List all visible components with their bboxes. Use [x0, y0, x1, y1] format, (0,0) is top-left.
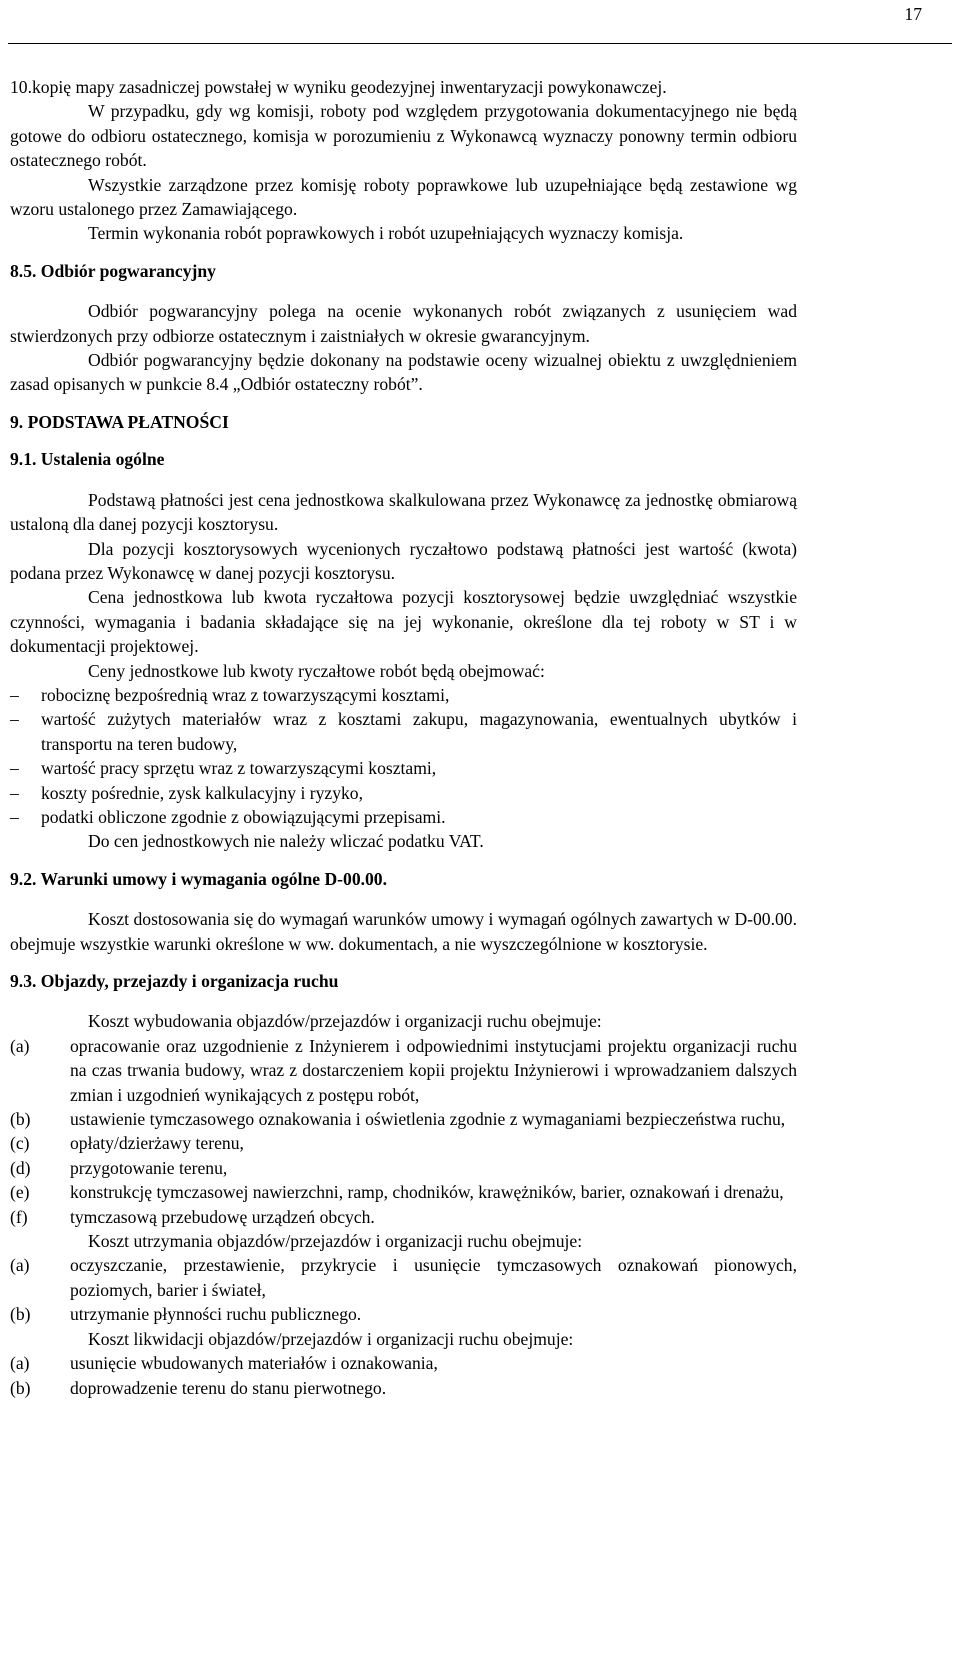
- list-item: (a) opracowanie oraz uzgodnienie z Inżynierem i odpowiednimi instytucjami projektu organizacji ruchu na czas trwania budowy, wraz z dostarczeniem kopii projektu Inżynierowi i wprowadzaniem dalszych zmian i uzgodnień wynikających z postępu robót,: [10, 1035, 797, 1105]
- page-number: 17: [904, 4, 922, 24]
- paragraph: Odbiór pogwarancyjny będzie dokonany na podstawie oceny wizualnej obiektu z uwzględnieniem zasad opisanych w punkcie 8.4 „Odbiór ostateczny robót”.: [10, 350, 797, 395]
- paragraph: Odbiór pogwarancyjny polega na ocenie wykonanych robót związanych z usunięciem wad stwierdzonych przy odbiorze ostatecznym i zaistniałych w okresie gwarancyjnym.: [10, 301, 797, 346]
- removal-cost-list: [10, 1351, 797, 1400]
- list-item: (a) usunięcie wbudowanych materiałów i oznakowania,: [10, 1353, 438, 1374]
- maintenance-cost-list: [10, 1253, 797, 1326]
- list-item: (c) opłaty/dzierżawy terenu,: [10, 1133, 244, 1154]
- section-heading-9-2: 9.2. Warunki umowy i wymagania ogólne D-00.00.: [10, 868, 388, 889]
- section-heading-9-1: 9.1. Ustalenia ogólne: [10, 449, 165, 470]
- list-item: (b) doprowadzenie terenu do stanu pierwotnego.: [10, 1377, 387, 1398]
- paragraph: Termin wykonania robót poprawkowych i robót uzupełniających wyznaczy komisja.: [88, 223, 684, 244]
- paragraph: Do cen jednostkowych nie należy wliczać podatku VAT.: [88, 831, 484, 852]
- paragraph: Ceny jednostkowe lub kwoty ryczałtowe robót będą obejmować:: [88, 660, 545, 681]
- list-item: (b) ustawienie tymczasowego oznakowania i oświetlenia zgodnie z wymaganiami bezpieczeństwa ruchu,: [10, 1109, 786, 1130]
- section-heading-9: 9. PODSTAWA PŁATNOŚCI: [10, 411, 229, 432]
- paragraph: Podstawą płatności jest cena jednostkowa skalkulowana przez Wykonawcę za jednostkę obmiarową ustaloną dla danej pozycji kosztorysu.: [10, 489, 797, 535]
- paragraph: Dla pozycji kosztorysowych wycenionych ryczałtowo podstawą płatności jest wartość (kwota) podana przez Wykonawcę w danej pozycji kosztorysu.: [10, 538, 797, 583]
- dash-bullet: –: [10, 758, 19, 779]
- dash-bullet: –: [10, 709, 19, 730]
- paragraph: Koszt likwidacji objazdów/przejazdów i organizacji ruchu obejmuje:: [88, 1328, 574, 1349]
- list-item: – podatki obliczone zgodnie z obowiązującymi przepisami.: [10, 805, 797, 829]
- paragraph: Koszt wybudowania objazdów/przejazdów i organizacji ruchu obejmuje:: [88, 1011, 602, 1032]
- paragraph: Cena jednostkowa lub kwota ryczałtowa pozycji kosztorysowej będzie uwzględniać wszystkie czynności, wymagania i badania składające się na jej wykonanie, określone dla tej roboty w ST i w dokumentacji projektowej.: [10, 587, 797, 657]
- list-item: – wartość zużytych materiałów wraz z kosztami zakupu, magazynowania, ewentualnych ubytków i transportu na teren budowy,: [10, 709, 797, 754]
- section-heading-8-5: 8.5. Odbiór pogwarancyjny: [10, 260, 216, 281]
- item-10: [10, 75, 797, 99]
- section-heading-9-3: 9.3. Objazdy, przejazdy i organizacja ruchu: [10, 971, 339, 991]
- dash-bullet: –: [10, 684, 19, 705]
- list-item: (d) przygotowanie terenu,: [10, 1157, 228, 1178]
- document-body: [10, 75, 797, 1400]
- paragraph: Wszystkie zarządzone przez komisję roboty poprawkowe lub uzupełniające będą zestawione wg wzoru ustalonego przez Zamawiającego.: [10, 174, 797, 220]
- list-item: – koszty pośrednie, zysk kalkulacyjny i ryzyko,: [10, 781, 797, 805]
- construction-cost-list: [10, 1034, 797, 1229]
- dash-bullet: –: [10, 806, 19, 827]
- list-item: (f) tymczasową przebudowę urządzeń obcych.: [10, 1206, 375, 1227]
- list-item: – robociznę bezpośrednią wraz z towarzyszącymi kosztami,: [10, 683, 797, 707]
- paragraph: W przypadku, gdy wg komisji, roboty pod względem przygotowania dokumentacyjnego nie będą gotowe do odbioru ostatecznego, komisja w porozumieniu z Wykonawcą wyznaczy ponowny termin odbioru ostatecznego robót.: [10, 101, 797, 171]
- item-10-label: 10.: [10, 77, 32, 97]
- paragraph: Koszt dostosowania się do wymagań warunków umowy i wymagań ogólnych zawartych w D-00.00. obejmuje wszystkie warunki określone w ww. dokumentach, a nie wyszczególnione w kosztorysie.: [10, 909, 797, 954]
- list-item: – wartość pracy sprzętu wraz z towarzyszącymi kosztami,: [10, 756, 797, 780]
- list-item: (e) konstrukcję tymczasowej nawierzchni, ramp, chodników, krawężników, barier, oznakowań i drenażu,: [10, 1182, 784, 1203]
- list-item: (a) oczyszczanie, przestawienie, przykrycie i usunięcie tymczasowych oznakowań pionowych, poziomych, barier i świateł,: [10, 1255, 797, 1300]
- paragraph: Koszt utrzymania objazdów/przejazdów i organizacji ruchu obejmuje:: [88, 1231, 583, 1252]
- list-item: (b) utrzymanie płynności ruchu publicznego.: [10, 1304, 362, 1325]
- cost-components-list: [10, 683, 797, 829]
- item-10-text: kopię mapy zasadniczej powstałej w wyniku geodezyjnej inwentaryzacji powykonawczej.: [32, 77, 667, 97]
- header-rule: [8, 43, 952, 44]
- dash-bullet: –: [10, 782, 19, 803]
